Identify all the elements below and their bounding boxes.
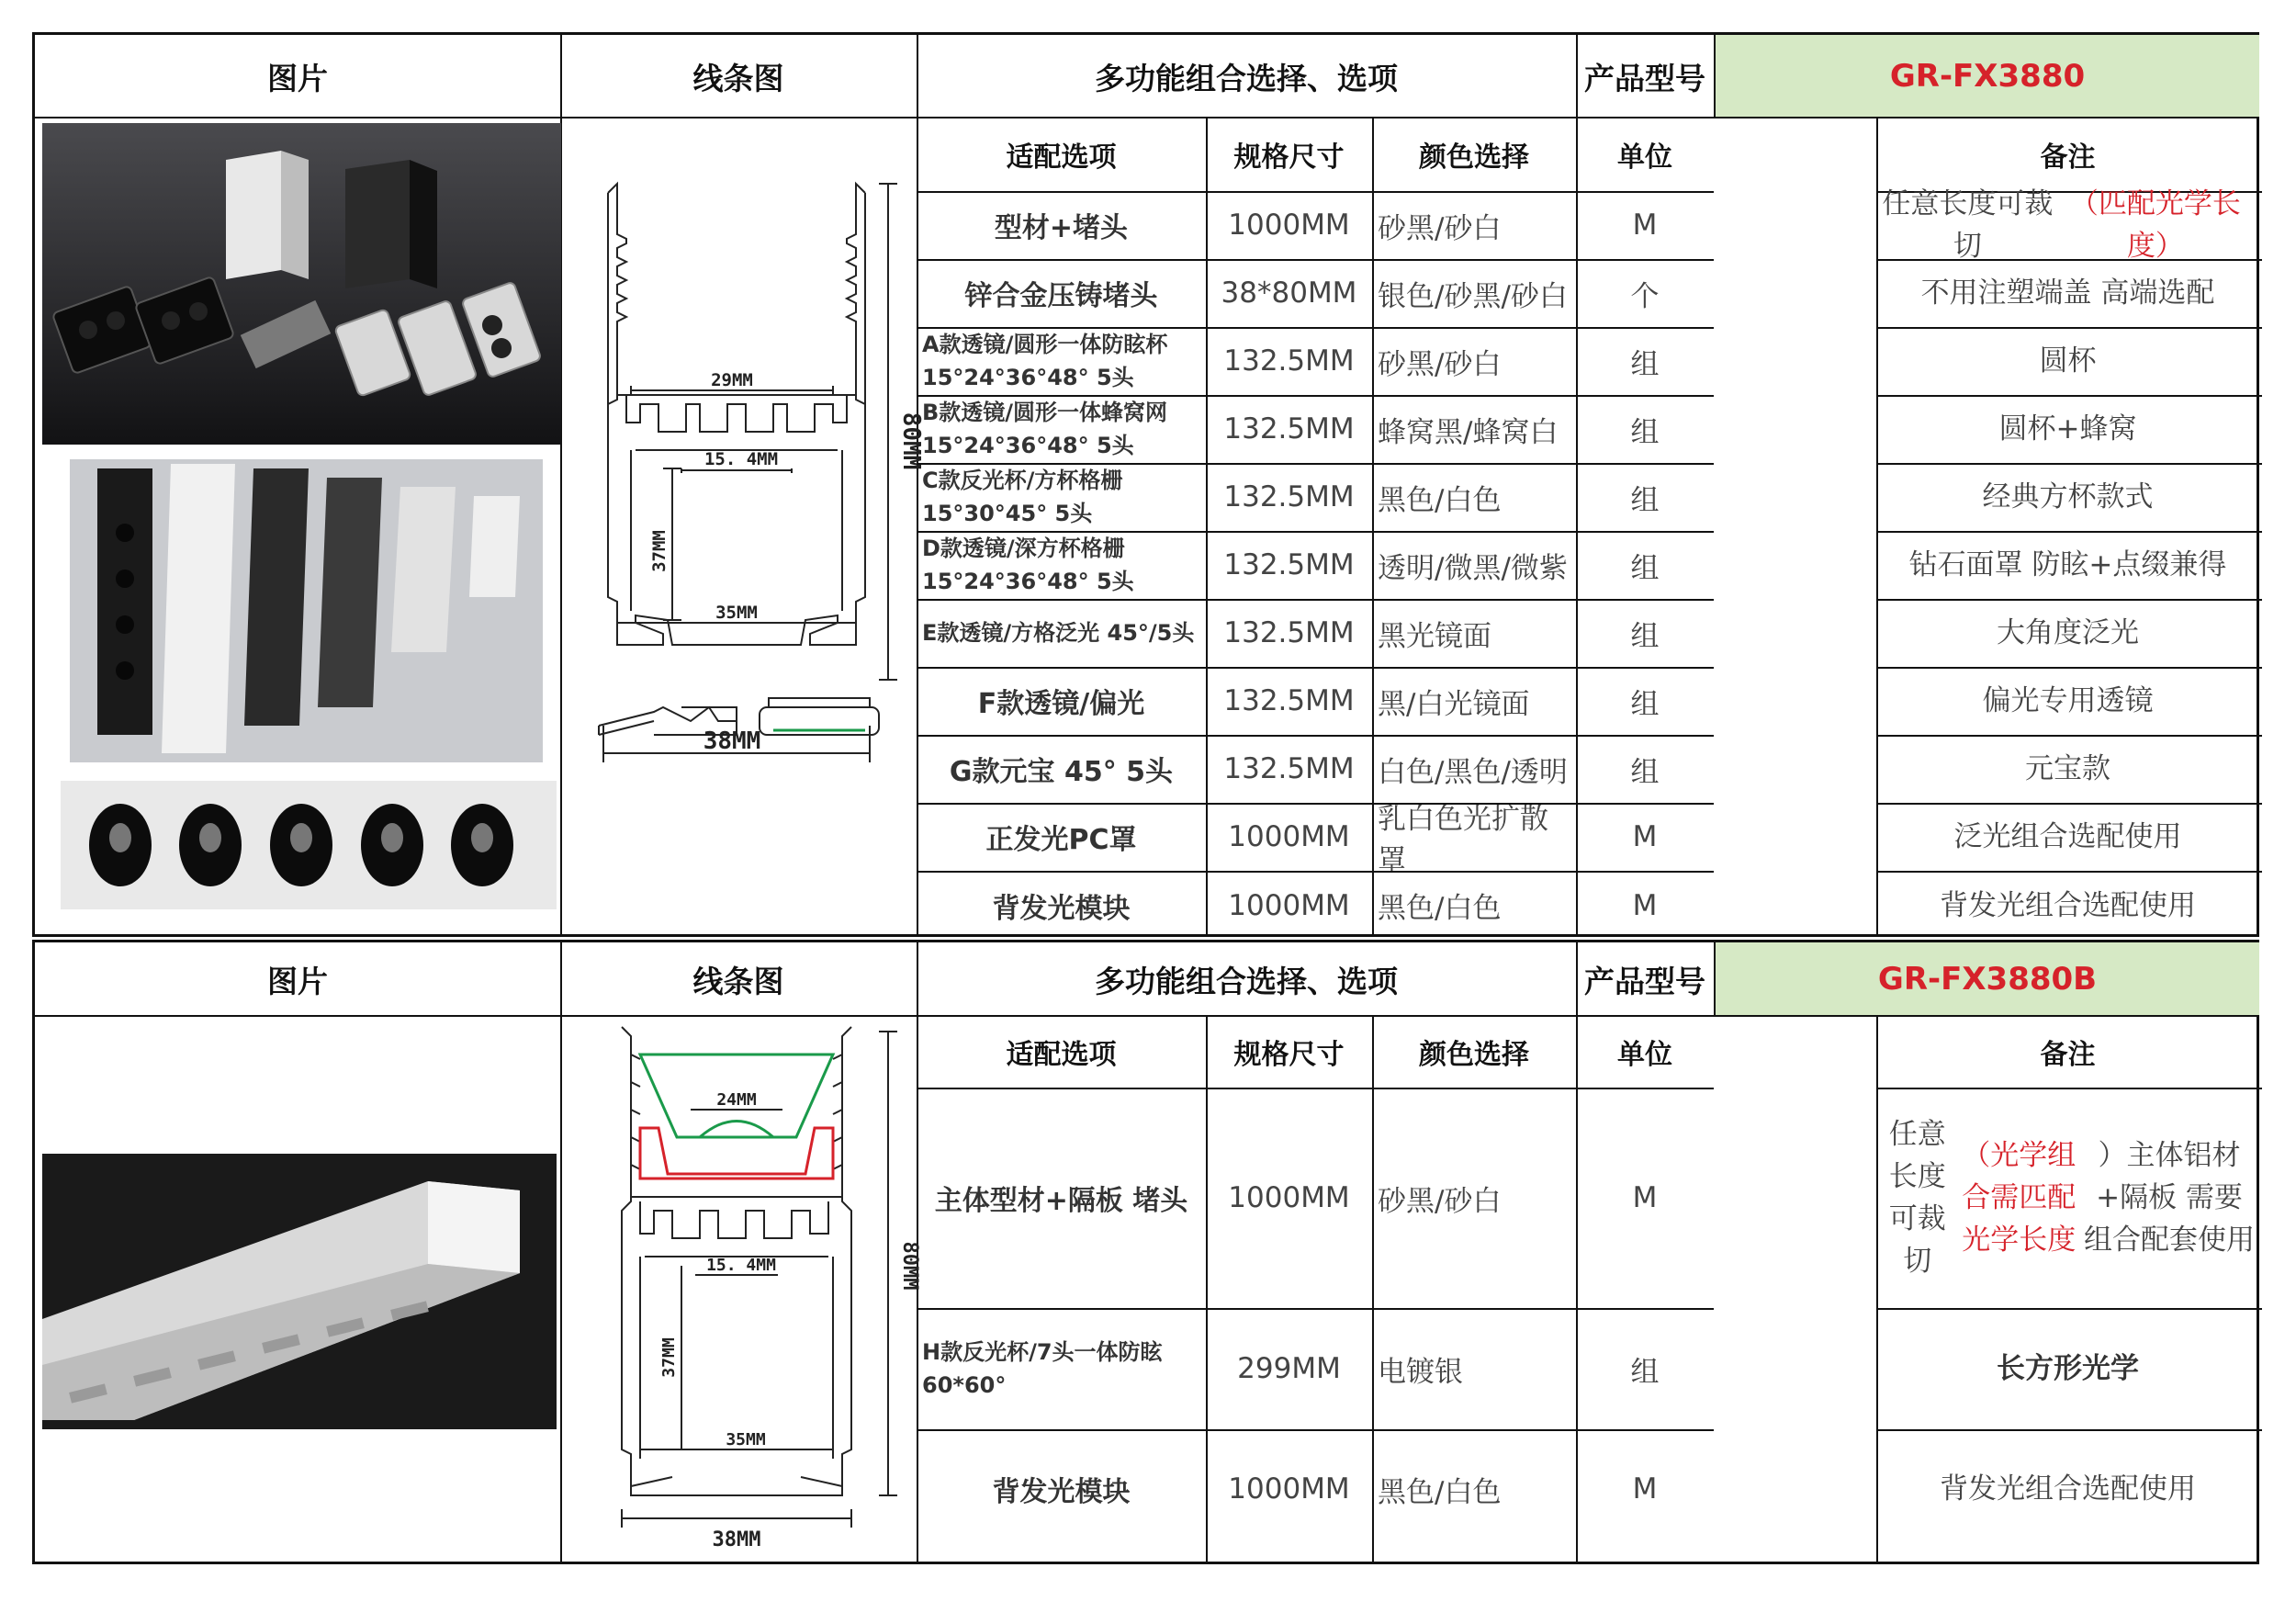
option-size: 1000MM xyxy=(1228,1181,1350,1214)
subheader-option: 适配选项 xyxy=(1006,141,1117,174)
subheader-unit: 单位 xyxy=(1617,141,1672,174)
remark-text: 圆杯 xyxy=(2039,344,2097,378)
remark-text: 任意长度可裁切 xyxy=(1888,1118,1946,1278)
option-size: 299MM xyxy=(1237,1352,1341,1385)
option-remark xyxy=(1876,735,2259,803)
option-unit: 组 xyxy=(1630,619,1660,653)
dim-80mm-2: 80MM xyxy=(898,1241,921,1291)
option-remark xyxy=(1876,259,2259,327)
option-color: 银色/砂黑/砂白 xyxy=(1378,279,1568,313)
option-color: 砂黑/砂白 xyxy=(1378,211,1502,245)
dim-29mm: 29MM xyxy=(711,370,753,390)
product-photo-linear xyxy=(42,1154,557,1429)
product-photo-components xyxy=(42,123,561,445)
model-number-2: GR-FX3880B xyxy=(1716,942,2259,1015)
option-unit: 组 xyxy=(1630,755,1660,789)
remark-text: 背发光组合选配使用 xyxy=(1940,888,2196,922)
option-remark xyxy=(1876,395,2259,463)
option-remark xyxy=(1876,1429,2259,1549)
subheader-color-2: 颜色选择 xyxy=(1419,1039,1529,1071)
option-name: A款透镜/圆形一体防眩杯 15°24°36°48° 5头 xyxy=(922,332,1168,390)
option-size: 1000MM xyxy=(1228,1472,1350,1506)
dim-37mm-2: 37MM xyxy=(659,1337,679,1378)
remark-text: 泛光组合选配使用 xyxy=(1953,820,2182,853)
subheader-color: 颜色选择 xyxy=(1419,141,1529,174)
option-unit: 组 xyxy=(1630,483,1660,517)
option-color: 黑色/白色 xyxy=(1378,483,1502,517)
option-size: 1000MM xyxy=(1228,209,1350,242)
option-name: H款反光杯/7头一体防眩 60*60° xyxy=(922,1339,1163,1398)
option-size: 132.5MM xyxy=(1223,412,1355,445)
option-name: C款反光杯/方杯格栅 15°30°45° 5头 xyxy=(922,468,1123,526)
option-name: G款元宝 45° 5头 xyxy=(949,756,1174,788)
product-table-gr-fx3880 xyxy=(32,32,2259,937)
dim-15-4mm-2: 15. 4MM xyxy=(706,1256,776,1275)
option-color: 白色/黑色/透明 xyxy=(1378,755,1568,789)
option-size: 132.5MM xyxy=(1223,344,1355,378)
dim-37mm: 37MM xyxy=(649,530,670,572)
profile-line-drawing-2 xyxy=(562,1018,921,1564)
option-name: 背发光模块 xyxy=(992,1476,1131,1508)
option-unit: 组 xyxy=(1630,347,1660,381)
option-name: 背发光模块 xyxy=(992,892,1131,925)
option-color: 透明/微黑/微紫 xyxy=(1378,551,1568,585)
remark-highlight: （光学组合需匹配光学长度 xyxy=(1962,1139,2077,1257)
option-remark xyxy=(1876,803,2259,871)
dim-35mm: 35MM xyxy=(715,603,758,623)
option-remark xyxy=(1876,599,2259,667)
option-size: 132.5MM xyxy=(1223,684,1355,717)
header-line-drawing: 线条图 xyxy=(692,60,784,96)
option-unit: M xyxy=(1632,820,1658,853)
dim-38mm: 38MM xyxy=(703,727,761,755)
header-model-label-2: 产品型号 xyxy=(1584,963,1705,999)
product-table-gr-fx3880b xyxy=(32,940,2259,1564)
option-remark xyxy=(1876,1308,2259,1429)
option-unit: 组 xyxy=(1630,415,1660,449)
option-unit: 个 xyxy=(1630,279,1660,313)
product-photo-lenses xyxy=(70,459,543,762)
remark-highlight: （匹配光学长度） xyxy=(2069,187,2241,263)
header-line-drawing-2: 线条图 xyxy=(692,963,784,999)
header-options: 多功能组合选择、选项 xyxy=(1095,60,1398,96)
option-name: 型材+堵头 xyxy=(994,212,1129,244)
subheader-size: 规格尺寸 xyxy=(1233,141,1345,174)
option-color: 黑色/白色 xyxy=(1378,1475,1502,1509)
option-remark xyxy=(1876,667,2259,735)
header-options-2: 多功能组合选择、选项 xyxy=(1095,963,1398,999)
remark-text: 元宝款 xyxy=(2025,752,2110,785)
option-color: 黑/白光镜面 xyxy=(1378,687,1530,721)
option-unit: M xyxy=(1632,1181,1658,1214)
remark-text: 不用注塑端盖 高端选配 xyxy=(1920,276,2215,310)
option-name: 主体型材+隔板 堵头 xyxy=(934,1185,1188,1217)
option-color: 电镀银 xyxy=(1378,1355,1463,1389)
option-size: 132.5MM xyxy=(1223,752,1355,785)
option-remark xyxy=(1876,1088,2259,1308)
dim-38mm-2: 38MM xyxy=(712,1528,761,1551)
option-color: 蜂窝黑/蜂窝白 xyxy=(1378,415,1559,449)
remark-tail: ）主体铝材+隔板 需要组合配套使用 xyxy=(2084,1139,2256,1257)
remark-text: 背发光组合选配使用 xyxy=(1940,1472,2196,1506)
option-unit: M xyxy=(1632,209,1658,242)
model-number: GR-FX3880 xyxy=(1716,35,2259,117)
product-photo-module xyxy=(61,781,557,909)
option-size: 132.5MM xyxy=(1223,548,1355,581)
subheader-option-2: 适配选项 xyxy=(1006,1039,1117,1071)
remark-text: 经典方杯款式 xyxy=(1982,480,2154,513)
dim-24mm: 24MM xyxy=(716,1090,757,1110)
header-picture: 图片 xyxy=(267,60,328,96)
option-color: 黑色/白色 xyxy=(1378,892,1502,925)
dim-15-4mm: 15. 4MM xyxy=(703,449,779,469)
option-name: E款透镜/方格泛光 45°/5头 xyxy=(922,620,1195,646)
dim-80mm: 80MM xyxy=(897,412,925,470)
option-remark xyxy=(1876,871,2259,940)
header-model-label: 产品型号 xyxy=(1584,60,1705,96)
remark-text: 任意长度可裁切 xyxy=(1882,187,2054,263)
option-size: 38*80MM xyxy=(1221,276,1357,310)
option-unit: M xyxy=(1632,888,1658,922)
option-remark xyxy=(1876,327,2259,395)
option-color: 乳白色光扩散罩 xyxy=(1378,803,1548,877)
subheader-remark: 备注 xyxy=(2040,141,2096,174)
dim-35mm-2: 35MM xyxy=(726,1430,766,1449)
option-name: 锌合金压铸堵头 xyxy=(964,280,1158,312)
remark-text: 圆杯+蜂窝 xyxy=(1998,412,2137,445)
option-name: B款透镜/圆形一体蜂窝网 15°24°36°48° 5头 xyxy=(922,400,1168,458)
option-unit: 组 xyxy=(1630,1355,1660,1389)
option-color: 砂黑/砂白 xyxy=(1378,1184,1502,1218)
subheader-size-2: 规格尺寸 xyxy=(1233,1039,1345,1071)
option-unit: 组 xyxy=(1630,551,1660,585)
option-color: 砂黑/砂白 xyxy=(1378,347,1502,381)
option-size: 1000MM xyxy=(1228,820,1350,853)
subheader-remark-2: 备注 xyxy=(2040,1039,2096,1071)
header-picture-2: 图片 xyxy=(267,963,328,999)
profile-line-drawing xyxy=(562,119,925,937)
option-name: 正发光PC罩 xyxy=(985,824,1137,856)
option-remark xyxy=(1876,187,2259,263)
option-size: 1000MM xyxy=(1228,888,1350,922)
option-size: 132.5MM xyxy=(1223,480,1355,513)
option-unit: 组 xyxy=(1630,687,1660,721)
option-remark xyxy=(1876,531,2259,599)
option-unit: M xyxy=(1632,1472,1658,1506)
remark-text: 偏光专用透镜 xyxy=(1982,684,2154,717)
option-remark xyxy=(1876,463,2259,531)
remark-text: 大角度泛光 xyxy=(1997,616,2139,649)
option-name: D款透镜/深方杯格栅 15°24°36°48° 5头 xyxy=(922,536,1134,594)
subheader-unit-2: 单位 xyxy=(1617,1039,1672,1071)
remark-text: 长方形光学 xyxy=(1997,1352,2139,1385)
option-color: 黑光镜面 xyxy=(1378,619,1491,653)
option-name: F款透镜/偏光 xyxy=(977,688,1145,720)
remark-text: 钻石面罩 防眩+点缀兼得 xyxy=(1908,548,2227,581)
option-size: 132.5MM xyxy=(1223,616,1355,649)
